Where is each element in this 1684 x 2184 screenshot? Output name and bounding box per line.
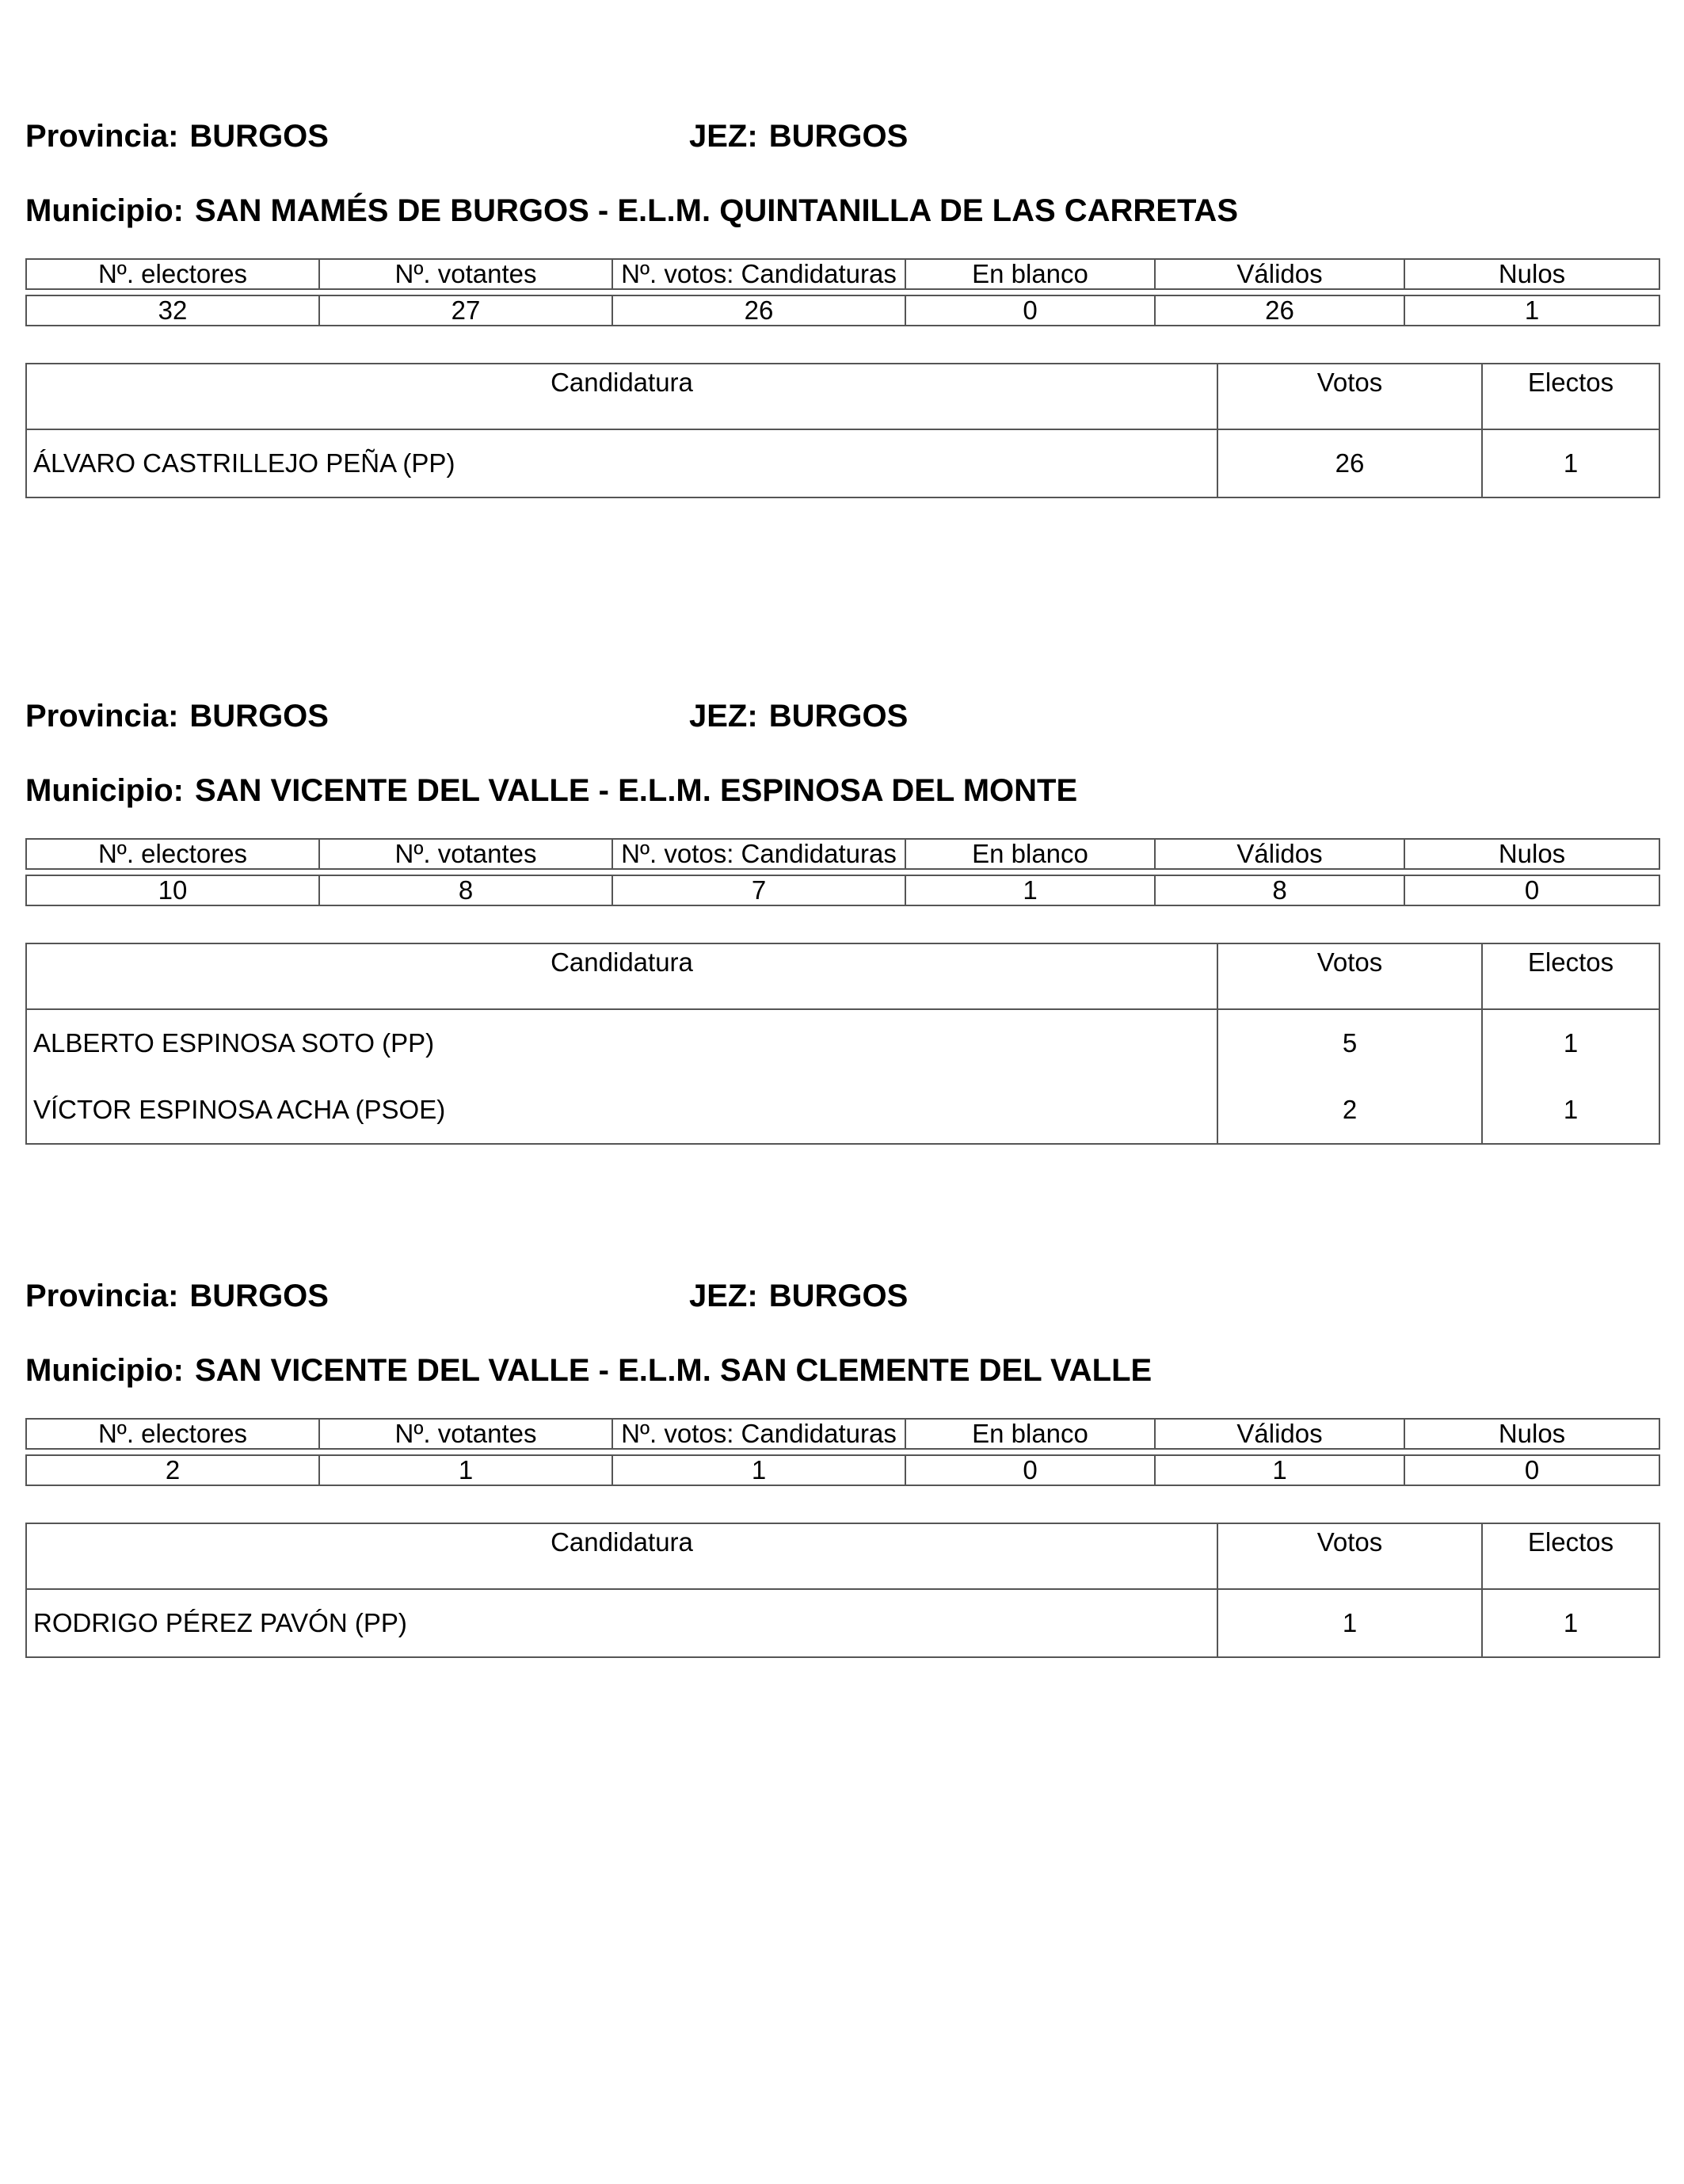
votos-header: Votos bbox=[1217, 1523, 1482, 1589]
provincia-value: BURGOS bbox=[189, 699, 329, 734]
stats-value-cell: 1 bbox=[905, 875, 1155, 905]
municipio-value: SAN MAMÉS DE BURGOS - E.L.M. QUINTANILLA DE LAS CARRETAS bbox=[194, 193, 1238, 228]
stats-header-cell: Nulos bbox=[1404, 839, 1659, 869]
stats-value-cell: 26 bbox=[1155, 295, 1404, 326]
stats-header-cell: En blanco bbox=[905, 259, 1155, 289]
municipio-heading bbox=[25, 1351, 1152, 1389]
municipio-label: Municipio: bbox=[25, 1353, 184, 1388]
stats-value-cell: 1 bbox=[319, 1455, 612, 1485]
stats-header-cell: Nº. votantes bbox=[319, 839, 612, 869]
electos-header: Electos bbox=[1482, 943, 1659, 1009]
votos-header: Votos bbox=[1217, 943, 1482, 1009]
stats-header-cell: Nº. votos: Candidaturas bbox=[612, 1419, 905, 1449]
stats-value-cell: 1 bbox=[1155, 1455, 1404, 1485]
stats-value-cell: 1 bbox=[612, 1455, 905, 1485]
stats-value-cell: 8 bbox=[319, 875, 612, 905]
candidate-votos: 2 bbox=[1217, 1077, 1482, 1144]
stats-header-cell: Nº. electores bbox=[26, 1419, 319, 1449]
stats-value-cell: 0 bbox=[905, 295, 1155, 326]
candidate-votos: 26 bbox=[1217, 429, 1482, 497]
stats-header-cell: Nº. electores bbox=[26, 839, 319, 869]
stats-header-cell: Nulos bbox=[1404, 259, 1659, 289]
candidate-name: VÍCTOR ESPINOSA ACHA (PSOE) bbox=[26, 1077, 1217, 1144]
provincia-value: BURGOS bbox=[189, 1279, 329, 1313]
jez-label: JEZ: bbox=[689, 699, 758, 734]
electos-header: Electos bbox=[1482, 1523, 1659, 1589]
municipio-heading bbox=[25, 192, 1238, 230]
jez-value: BURGOS bbox=[768, 699, 909, 734]
stats-header-cell: Válidos bbox=[1155, 259, 1404, 289]
stats-value-cell: 27 bbox=[319, 295, 612, 326]
municipio-heading bbox=[25, 772, 1077, 810]
stats-header-row bbox=[26, 1419, 1659, 1449]
candidates-header-row bbox=[26, 364, 1659, 429]
candidate-electos: 1 bbox=[1482, 1009, 1659, 1077]
stats-header-row bbox=[26, 259, 1659, 289]
candidate-votos: 1 bbox=[1217, 1589, 1482, 1657]
stats-value-cell: 0 bbox=[1404, 875, 1659, 905]
candidatura-header: Candidatura bbox=[26, 1523, 1217, 1589]
candidate-row bbox=[26, 1589, 1659, 1657]
provincia-heading bbox=[25, 697, 329, 735]
provincia-label: Provincia: bbox=[25, 119, 179, 154]
stats-header-cell: Nulos bbox=[1404, 1419, 1659, 1449]
jez-value: BURGOS bbox=[768, 1279, 909, 1313]
stats-header-cell: En blanco bbox=[905, 839, 1155, 869]
jez-heading bbox=[689, 117, 908, 155]
stats-value-cell: 10 bbox=[26, 875, 319, 905]
candidates-header-row bbox=[26, 943, 1659, 1009]
jez-label: JEZ: bbox=[689, 1279, 758, 1313]
candidates-table bbox=[25, 943, 1660, 1145]
stats-header-cell: Válidos bbox=[1155, 839, 1404, 869]
municipio-value: SAN VICENTE DEL VALLE - E.L.M. SAN CLEMENTE DEL VALLE bbox=[194, 1353, 1153, 1388]
stats-header-cell: Nº. votantes bbox=[319, 259, 612, 289]
candidate-electos: 1 bbox=[1482, 1077, 1659, 1144]
stats-header-row bbox=[26, 839, 1659, 869]
stats-value-cell: 32 bbox=[26, 295, 319, 326]
jez-heading bbox=[689, 697, 908, 735]
candidates-table bbox=[25, 1523, 1660, 1658]
stats-table bbox=[25, 1418, 1660, 1486]
stats-header-cell: Válidos bbox=[1155, 1419, 1404, 1449]
candidatura-header: Candidatura bbox=[26, 943, 1217, 1009]
stats-value-cell: 26 bbox=[612, 295, 905, 326]
stats-table bbox=[25, 258, 1660, 326]
stats-value-row bbox=[26, 1455, 1659, 1485]
candidates-table bbox=[25, 363, 1660, 498]
stats-value-cell: 0 bbox=[905, 1455, 1155, 1485]
provincia-heading bbox=[25, 117, 329, 155]
stats-value-cell: 7 bbox=[612, 875, 905, 905]
municipio-label: Municipio: bbox=[25, 773, 184, 808]
candidate-votos: 5 bbox=[1217, 1009, 1482, 1077]
jez-value: BURGOS bbox=[768, 119, 909, 154]
stats-table bbox=[25, 838, 1660, 906]
jez-label: JEZ: bbox=[689, 119, 758, 154]
stats-value-cell: 2 bbox=[26, 1455, 319, 1485]
stats-value-cell: 8 bbox=[1155, 875, 1404, 905]
stats-header-cell: Nº. votos: Candidaturas bbox=[612, 839, 905, 869]
candidate-electos: 1 bbox=[1482, 429, 1659, 497]
candidate-row bbox=[26, 1077, 1659, 1144]
stats-value-row bbox=[26, 875, 1659, 905]
stats-header-cell: En blanco bbox=[905, 1419, 1155, 1449]
jez-heading bbox=[689, 1277, 908, 1315]
stats-header-cell: Nº. electores bbox=[26, 259, 319, 289]
candidate-name: RODRIGO PÉREZ PAVÓN (PP) bbox=[26, 1589, 1217, 1657]
votos-header: Votos bbox=[1217, 364, 1482, 429]
stats-header-cell: Nº. votos: Candidaturas bbox=[612, 259, 905, 289]
candidates-header-row bbox=[26, 1523, 1659, 1589]
municipio-value: SAN VICENTE DEL VALLE - E.L.M. ESPINOSA DEL MONTE bbox=[194, 773, 1078, 808]
stats-value-row bbox=[26, 295, 1659, 326]
provincia-value: BURGOS bbox=[189, 119, 329, 154]
municipio-label: Municipio: bbox=[25, 193, 184, 228]
candidate-row bbox=[26, 1009, 1659, 1077]
provincia-label: Provincia: bbox=[25, 699, 179, 734]
provincia-heading bbox=[25, 1277, 329, 1315]
electos-header: Electos bbox=[1482, 364, 1659, 429]
candidatura-header: Candidatura bbox=[26, 364, 1217, 429]
candidate-name: ÁLVARO CASTRILLEJO PEÑA (PP) bbox=[26, 429, 1217, 497]
stats-value-cell: 0 bbox=[1404, 1455, 1659, 1485]
candidate-row bbox=[26, 429, 1659, 497]
candidate-name: ALBERTO ESPINOSA SOTO (PP) bbox=[26, 1009, 1217, 1077]
provincia-label: Provincia: bbox=[25, 1279, 179, 1313]
stats-value-cell: 1 bbox=[1404, 295, 1659, 326]
candidate-electos: 1 bbox=[1482, 1589, 1659, 1657]
stats-header-cell: Nº. votantes bbox=[319, 1419, 612, 1449]
